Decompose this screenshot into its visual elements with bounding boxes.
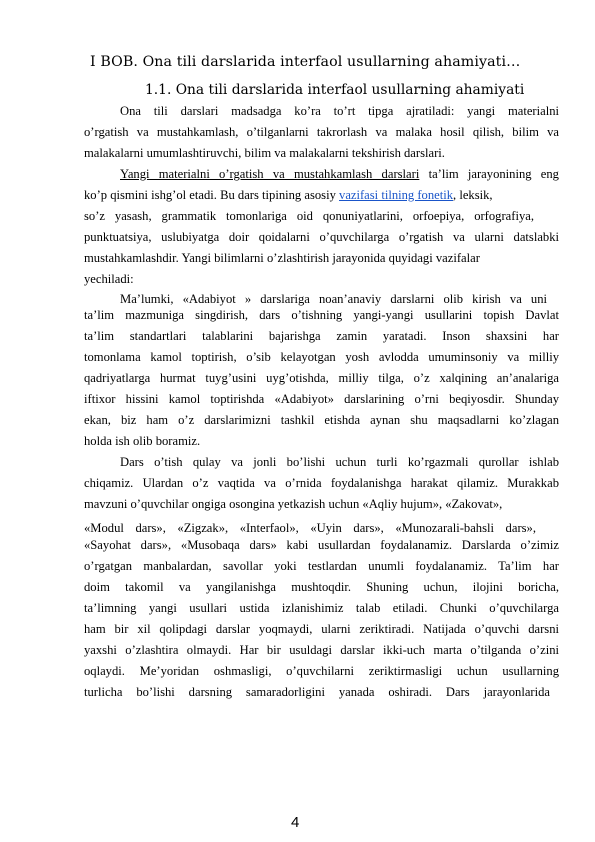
- paragraph-line: doim takomil va yangilanishga mushtoqdir. Shuning uchun, ilojini boricha,: [84, 580, 559, 594]
- paragraph-line: punktuatsiya, uslubiyatga doir qoidalarni o’quvchilarga o’rgatish va ularni datslabki: [84, 230, 559, 244]
- paragraph-line: iftixor hissini kamol toptirishda «Adabiyot» darslarining o’rni beqiyosdir. Shunday: [84, 392, 559, 406]
- paragraph-line: chiqamiz. Ulardan o’z vaqtida va o’rnida foydalanishga harakat qilamiz. Murakkab: [84, 476, 559, 490]
- paragraph-line: ekan, biz ham o’z darslarimizni tashkil etishda aynan shu maqsadlarni ko’zlagan: [84, 413, 559, 427]
- underlined-term: Yangi materialni o’rgatish va mustahkamlash darslari: [120, 167, 420, 181]
- page-number: 4: [291, 814, 300, 831]
- paragraph-line: [120, 166, 559, 182]
- paragraph-line: holda ish olib boramiz.: [84, 434, 201, 448]
- paragraph-line: o’rgatish va mustahkamlash, o’tilganlarni takrorlash va malaka hosil qilish, bilim va: [84, 125, 559, 139]
- paragraph-line: Ma’lumki, «Adabiyot » darslariga noan’anaviy darslarni olib kirish va uni: [120, 292, 547, 306]
- paragraph-line: tomonlama kamol toptirish, o’sib kelayotgan yosh avlodda umuminsoniy va milliy: [84, 350, 559, 364]
- paragraph-line: qadriyatlarga hurmat tuyg’usini uyg’otishda, milliy tilga, o’z xalqining an’analariga: [84, 371, 559, 385]
- line-text: ta’lim jarayonining eng: [428, 167, 559, 181]
- line-text: , leksik,: [453, 188, 493, 202]
- paragraph-line: ta’lim standartlari talablarini bajarishga zamin yaratadi. Inson shaxsini har: [84, 329, 559, 343]
- paragraph-line: turlicha bo’lishi darsning samaradorligini yanada oshiradi. Dars jarayonlarida: [84, 685, 550, 699]
- paragraph-line: [84, 187, 559, 203]
- paragraph-line: ham bir xil qolipdagi darslar yoqmaydi, ularni zeriktiradi. Natijada o’quvchi darsni: [84, 622, 559, 636]
- paragraph-line: yaxshi o’zlashtira olmaydi. Har bir usuldagi darslar ikki-uch marta o’tilganda o’zini: [84, 643, 559, 657]
- hyperlink[interactable]: vazifasi tilning fonetik: [339, 188, 454, 202]
- paragraph-line: «Modul dars», «Zigzak», «Interfaol», «Uyin dars», «Munozarali-bahsli dars»,: [84, 521, 536, 535]
- paragraph-line: so’z yasash, grammatik tomonlariga oid qonuniyatlarini, orfoepiya, orfografiya,: [84, 209, 534, 223]
- paragraph-line: Dars o’tish qulay va jonli bo’lishi uchun turli ko’rgazmali qurollar ishlab: [120, 455, 559, 469]
- paragraph-line: o’rgatgan manbalardan, savollar yoki testlardan unumli foydalanamiz. Ta’lim har: [84, 559, 559, 573]
- paragraph-line: yechiladi:: [84, 272, 134, 286]
- paragraph-line: oqlaydi. Me’yoridan oshmasligi, o’quvchilarni zeriktirmasligi uchun usullarning: [84, 664, 559, 678]
- paragraph-line: «Sayohat dars», «Musobaqa dars» kabi usullardan foydalanamiz. Darslarda o’zimiz: [84, 538, 559, 552]
- chapter-heading: I BOB. Ona tili darslarida interfaol usullarning ahamiyati…: [90, 54, 521, 70]
- paragraph-line: mustahkamlashdir. Yangi bilimlarni o’zlashtirish jarayonida quyidagi vazifalar: [84, 251, 480, 265]
- paragraph-line: ta’lim mazmuniga singdirish, dars o’tishning yangi-yangi usullarini topish Davlat: [84, 308, 559, 322]
- paragraph-line: malakalarni umumlashtiruvchi, bilim va malakalarni tekshirish darslari.: [84, 146, 445, 160]
- section-heading: 1.1. Ona tili darslarida interfaol usullarning ahamiyati: [145, 82, 525, 98]
- line-text: ko’p qismini ishg’ol etadi. Bu dars tipining asosiy: [84, 188, 340, 202]
- paragraph-line: Ona tili darslari madsadga ko’ra to’rt tipga ajratiladi: yangi materialni: [120, 104, 559, 118]
- paragraph-line: ta’limning yangi usullari ustida izlanishimiz talab etiladi. Chunki o’quvchilarga: [84, 601, 559, 615]
- paragraph-line: mavzuni o’quvchilar ongiga osongina yetkazish uchun «Aqliy hujum», «Zakovat»,: [84, 497, 503, 511]
